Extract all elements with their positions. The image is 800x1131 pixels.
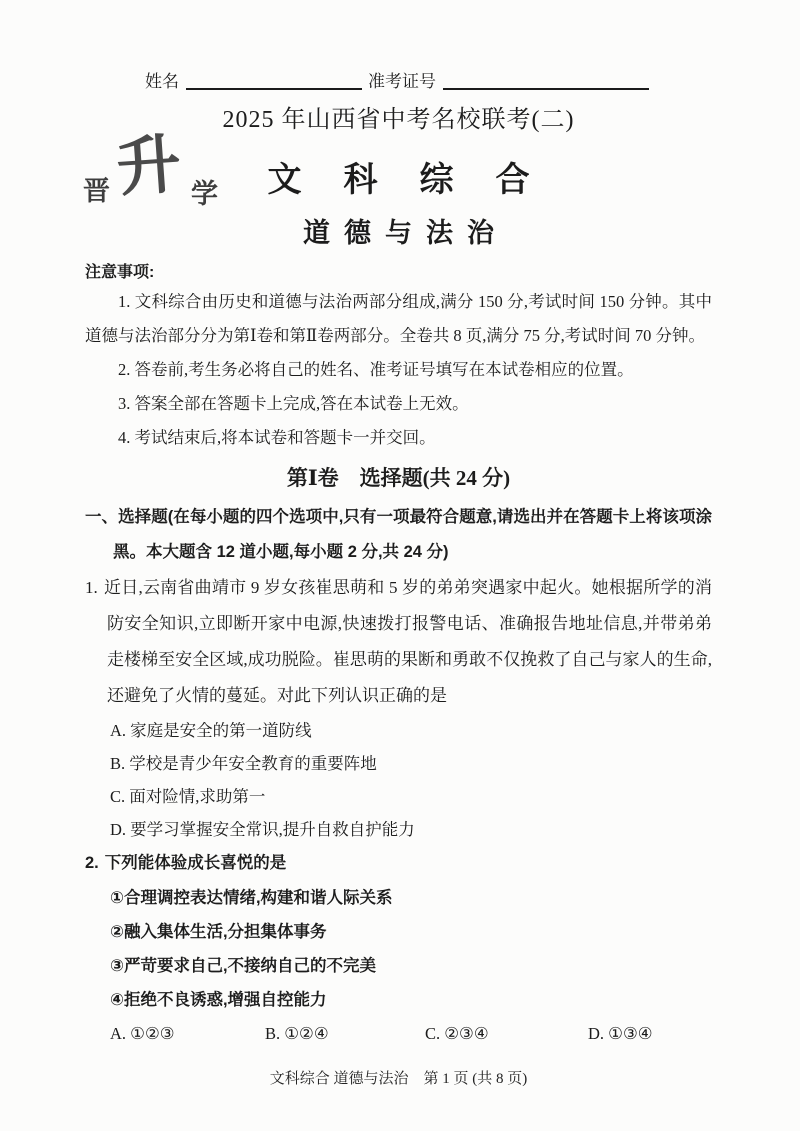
question-stem-text: 近日,云南省曲靖市 9 岁女孩崔思萌和 5 岁的弟弟突遇家中起火。她根据所学的消防安全知识,立即断开家中电源,快速拨打报警电话、准确报告地址信息,并带弟弟走楼梯至安全区域,成功脱险。崔思萌的果断和勇敢不仅挽救了自己与家人的生命,还避免了火情的蔓延。对此下列认识正确的是 <box>103 578 712 705</box>
notice-heading: 注意事项: <box>85 264 155 281</box>
admission-number-label: 准考证号 <box>368 72 436 91</box>
name-blank-line <box>186 73 362 90</box>
logo-char-sheng: 升 <box>114 128 184 205</box>
notice-section <box>85 261 712 455</box>
question-number: 1. <box>85 578 98 597</box>
name-id-row <box>145 70 712 93</box>
exam-title: 2025 年山西省中考名校联考(二) <box>222 107 575 133</box>
notice-item: 2. 答卷前,考生务必将自己的姓名、准考证号填写在本试卷相应的位置。 <box>118 360 634 379</box>
logo-char-xue: 学 <box>191 179 218 209</box>
question-2-statement-3: ③严苛要求自己,不接纳自己的不完美 <box>110 957 377 975</box>
section-1-title: 第Ⅰ卷 选择题(共 24 分) <box>286 466 511 490</box>
notice-item: 1. 文科综合由历史和道德与法治两部分组成,满分 150 分,考试时间 150 分钟。其中道德与法治部分分为第Ⅰ卷和第Ⅱ卷两部分。全卷共 8 页,满分 75 分,考试时间 70 分钟。 <box>85 292 712 345</box>
question-stem-text: 下列能体验成长喜悦的是 <box>104 854 287 872</box>
question-2-stem <box>85 846 712 881</box>
question-1-option-c: C. 面对险情,求助第一 <box>110 787 266 806</box>
subject-title-block <box>83 128 712 209</box>
question-2-option-d: D. ①③④ <box>588 1024 653 1043</box>
admission-number-blank-line <box>443 73 649 90</box>
question-1-stem <box>85 570 712 714</box>
notice-item: 4. 考试结束后,将本试卷和答题卡一并交回。 <box>118 428 436 447</box>
page-footer: 文科综合 道德与法治 第 1 页 (共 8 页) <box>269 1071 528 1087</box>
paper-subtitle: 道德与法治 <box>303 218 508 248</box>
section-1-instructions: 一、选择题(在每小题的四个选项中,只有一项最符合题意,请选出并在答题卡上将该项涂黑。本大题含 12 道小题,每小题 2 分,共 24 分) <box>85 508 712 561</box>
question-2-option-c: C. ②③④ <box>425 1024 489 1043</box>
subject-title: 文科综合 <box>267 161 572 199</box>
name-label: 姓名 <box>145 72 179 91</box>
question-2-statement-4: ④拒绝不良诱惑,增强自控能力 <box>110 991 327 1009</box>
question-2 <box>85 846 712 1051</box>
question-2-statement-1: ①合理调控表达情绪,构建和谐人际关系 <box>110 889 393 907</box>
question-2-option-b: B. ①②④ <box>265 1024 329 1043</box>
question-1-option-d: D. 要学习掌握安全常识,提升自救自护能力 <box>110 820 415 839</box>
question-1-option-b: B. 学校是青少年安全教育的重要阵地 <box>110 754 377 773</box>
question-2-options-row <box>85 1017 712 1051</box>
question-2-option-a: A. ①②③ <box>110 1024 175 1043</box>
question-1 <box>85 570 712 846</box>
question-number: 2. <box>85 854 99 872</box>
logo-char-jin: 晋 <box>83 176 110 206</box>
jinshengxue-logo <box>79 128 244 231</box>
question-1-option-a: A. 家庭是安全的第一道防线 <box>110 721 312 740</box>
notice-item: 3. 答案全部在答题卡上完成,答在本试卷上无效。 <box>118 394 469 413</box>
question-2-statement-2: ②融入集体生活,分担集体事务 <box>110 923 327 941</box>
